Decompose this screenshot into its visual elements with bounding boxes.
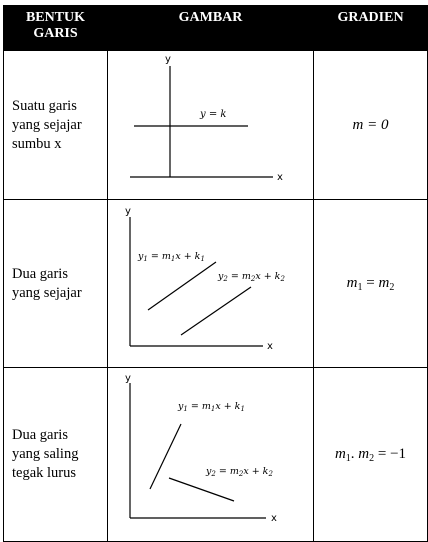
row-label-line: Dua garis: [12, 265, 68, 282]
figure-perpendicular-lines: [108, 368, 313, 536]
header-bentuk-line1: BENTUK: [25, 10, 86, 25]
line-2-label: $y_2 = m_2x + k_2$: [206, 466, 273, 478]
row-label-line: tegak lurus: [12, 465, 77, 481]
gradient-cell: [314, 368, 428, 542]
line-1-label: $y_1 = m_1x + k_1$: [138, 251, 205, 263]
row-label: [4, 51, 108, 200]
table-row: [4, 368, 428, 542]
table-row: [4, 51, 428, 200]
gradient-table: [3, 5, 428, 542]
row-label: [4, 368, 108, 542]
figure-cell: [108, 368, 314, 542]
x-axis-label: x: [267, 341, 273, 352]
row-label-line: Dua garis: [12, 427, 68, 443]
figure-cell: [108, 200, 314, 368]
gradient-value: $m_1$. $m_2 = -1$: [334, 445, 407, 464]
figure-horizontal-line: [108, 51, 313, 194]
x-axis-label: x: [271, 513, 277, 524]
gradient-value: m = 0: [352, 116, 389, 133]
y-axis-label: y: [125, 206, 131, 217]
line-1-label: $y_1 = m_1x + k_1$: [178, 401, 245, 413]
line-2: [169, 478, 234, 501]
header-gradien: GRADIEN: [314, 6, 428, 51]
line-2: [181, 287, 251, 335]
gradient-cell: [314, 51, 428, 200]
y-axis-label: y: [165, 54, 171, 65]
figure-parallel-lines: [108, 200, 313, 362]
line-label: y = k: [200, 109, 227, 120]
header-bentuk-garis: [4, 6, 108, 51]
header-bentuk-line2: GARIS: [33, 26, 78, 41]
y-axis-label: y: [125, 373, 131, 384]
header-gambar: GAMBAR: [108, 6, 314, 51]
row-label-line: Suatu garis: [12, 97, 77, 114]
table-row: [4, 200, 428, 368]
row-label-line: yang saling: [12, 446, 79, 462]
figure-cell: [108, 51, 314, 200]
header-row: [4, 6, 428, 51]
line-2-label: $y_2 = m_2x + k_2$: [218, 271, 285, 283]
line-1: [150, 424, 181, 489]
row-label: [4, 200, 108, 368]
row-label-line: yang sejajar: [12, 284, 82, 301]
gradient-cell: [314, 200, 428, 368]
row-label-line: sumbu x: [12, 135, 62, 152]
gradient-value: $m_1 = m_2$: [346, 274, 395, 293]
line-1: [148, 262, 216, 310]
row-label-line: yang sejajar: [12, 116, 82, 133]
x-axis-label: x: [277, 172, 283, 183]
